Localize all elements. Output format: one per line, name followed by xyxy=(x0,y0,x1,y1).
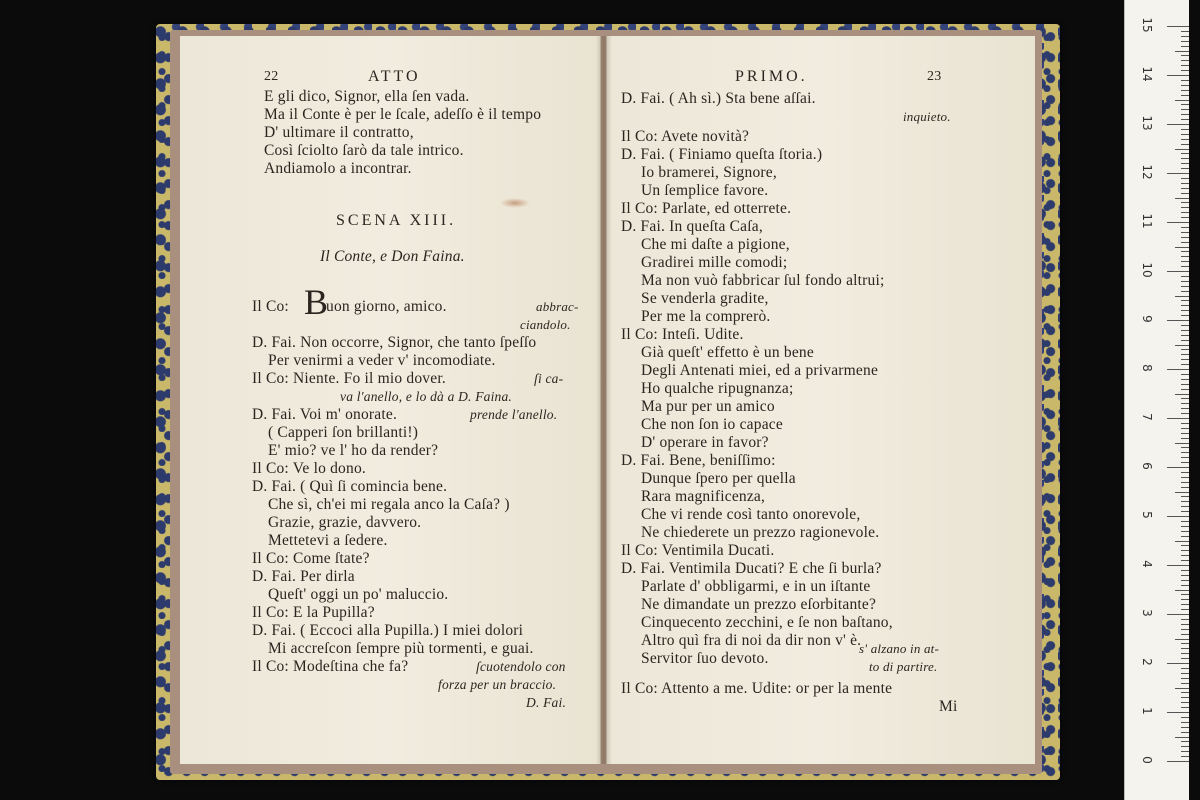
right-line: D' operare in favor? xyxy=(641,434,769,451)
ruler-tick xyxy=(1181,291,1189,292)
ruler-tick xyxy=(1181,212,1189,213)
left-stage-direction: ſcuotendolo con xyxy=(476,659,566,674)
ruler-tick xyxy=(1167,467,1189,468)
ruler-tick xyxy=(1167,516,1189,517)
ruler-tick xyxy=(1167,271,1189,272)
ruler-label: 3 xyxy=(1140,609,1154,617)
ruler-tick xyxy=(1181,403,1189,404)
right-line: Degli Antenati miei, ed a privarmene xyxy=(641,362,879,379)
ruler-tick xyxy=(1181,477,1189,478)
right-line: Il Co: Ventimila Ducati. xyxy=(621,542,775,559)
right-line: Cinquecento zecchini, e ſe non baſtano, xyxy=(641,614,893,631)
ruler-tick xyxy=(1181,237,1189,238)
right-page-number: 23 xyxy=(927,69,942,84)
ruler-tick xyxy=(1181,452,1189,453)
ruler-tick xyxy=(1181,168,1189,169)
ruler-tick xyxy=(1181,423,1189,424)
ruler-label: 4 xyxy=(1140,560,1154,568)
ruler-tick xyxy=(1181,570,1189,571)
left-stage-direction: prende l'anello. xyxy=(470,407,558,422)
left-line: Così ſciolto ſarò da tale intrico. xyxy=(264,142,464,159)
ruler-tick xyxy=(1175,688,1189,689)
ruler-tick xyxy=(1167,75,1189,76)
ruler-label: 13 xyxy=(1140,115,1154,131)
left-first-line: uon giorno, amico. xyxy=(326,298,447,315)
right-line: Per me la comprerò. xyxy=(641,308,771,325)
left-line: Ma il Conte è per le ſcale, adeſſo è il tempo xyxy=(264,106,542,123)
ruler-tick xyxy=(1181,433,1189,434)
ruler-tick xyxy=(1181,457,1189,458)
ruler-tick xyxy=(1181,104,1189,105)
ruler-tick xyxy=(1181,408,1189,409)
ruler-tick xyxy=(1181,648,1189,649)
ruler-tick xyxy=(1181,482,1189,483)
ruler-tick xyxy=(1181,242,1189,243)
ruler-tick xyxy=(1181,702,1189,703)
right-line: Ho qualche ripugnanza; xyxy=(641,380,794,397)
ruler-tick xyxy=(1181,594,1189,595)
left-running-head: ATTO xyxy=(368,68,421,85)
ruler-tick xyxy=(1175,639,1189,640)
ruler-tick xyxy=(1181,134,1189,135)
ruler-tick xyxy=(1181,619,1189,620)
ruler-tick xyxy=(1175,541,1189,542)
left-dialogue-line: Il Co: E la Pupilla? xyxy=(252,604,375,621)
ruler-tick xyxy=(1181,521,1189,522)
ruler-tick xyxy=(1181,90,1189,91)
ruler-tick xyxy=(1181,717,1189,718)
ruler-label: 7 xyxy=(1140,413,1154,421)
ruler-tick xyxy=(1181,746,1189,747)
ruler-tick xyxy=(1181,119,1189,120)
ruler-tick xyxy=(1181,217,1189,218)
ruler-tick xyxy=(1181,472,1189,473)
ruler-tick xyxy=(1181,266,1189,267)
left-dialogue-line: Mi accreſcon ſempre più tormenti, e guai. xyxy=(268,640,534,657)
right-line: Ma pur per un amico xyxy=(641,398,775,415)
ruler-tick xyxy=(1181,555,1189,556)
ruler-tick xyxy=(1181,501,1189,502)
left-stage-direction: va l'anello, e lo dà a D. Faina. xyxy=(340,389,513,404)
ruler-tick xyxy=(1181,85,1189,86)
ruler-tick xyxy=(1181,41,1189,42)
ruler-tick xyxy=(1181,305,1189,306)
left-stage-direction: abbrac- xyxy=(536,299,579,314)
ruler-tick xyxy=(1181,511,1189,512)
left-dialogue-line: Grazie, grazie, davvero. xyxy=(268,514,422,531)
ruler-tick xyxy=(1181,575,1189,576)
ruler-tick xyxy=(1181,624,1189,625)
ruler-tick xyxy=(1175,149,1189,150)
left-page xyxy=(180,36,601,764)
ruler-tick xyxy=(1181,129,1189,130)
ruler-tick xyxy=(1181,447,1189,448)
ruler-label: 9 xyxy=(1140,315,1154,323)
ruler-tick xyxy=(1181,550,1189,551)
right-line: Il Co: Avete novità? xyxy=(621,128,750,145)
ruler-tick xyxy=(1181,629,1189,630)
left-stage-direction: ciandolo. xyxy=(520,317,571,332)
ruler-tick xyxy=(1181,722,1189,723)
right-line: Il Co: Inteſi. Udite. xyxy=(621,326,744,343)
ruler-tick xyxy=(1181,256,1189,257)
ruler-tick xyxy=(1181,36,1189,37)
ruler-tick xyxy=(1167,761,1189,762)
left-line: E gli dico, Signor, ella ſen vada. xyxy=(264,88,470,105)
ruler-label: 8 xyxy=(1140,364,1154,372)
ruler-label: 2 xyxy=(1140,658,1154,666)
ruler-tick xyxy=(1181,374,1189,375)
ruler-tick xyxy=(1167,663,1189,664)
right-line: Ma non vuò fabbricar ſul fondo altrui; xyxy=(641,272,885,289)
ruler-tick xyxy=(1181,379,1189,380)
ruler-tick xyxy=(1181,438,1189,439)
ruler-tick xyxy=(1181,673,1189,674)
left-dialogue-line: D. Fai. Per dirla xyxy=(252,568,355,585)
left-dialogue-line: Per venirmi a veder v' incomodiate. xyxy=(268,352,496,369)
ruler-tick xyxy=(1167,320,1189,321)
ruler-tick xyxy=(1181,276,1189,277)
ruler-label: 11 xyxy=(1140,213,1154,229)
ruler-tick xyxy=(1181,398,1189,399)
right-line: D. Fai. Ventimila Ducati? E che ſi burla? xyxy=(621,560,882,577)
right-line: D. Fai. In queſta Caſa, xyxy=(621,218,763,235)
left-dialogue-line: ( Capperi ſon brillanti!) xyxy=(268,424,419,441)
ruler-tick xyxy=(1181,580,1189,581)
ruler-tick xyxy=(1181,232,1189,233)
ruler-tick xyxy=(1181,741,1189,742)
right-line: Parlate d' obbligarmi, e in un iſtante xyxy=(641,578,871,595)
ruler-tick xyxy=(1181,227,1189,228)
scale-ruler xyxy=(1124,0,1189,800)
ruler-tick xyxy=(1181,261,1189,262)
right-line: Altro quì fra di noi da dir non v' è. xyxy=(641,632,862,649)
ruler-tick xyxy=(1181,678,1189,679)
right-line: D. Fai. ( Ah sì.) Sta bene aſſai. xyxy=(621,90,816,107)
left-dialogue-line: Mettetevi a ſedere. xyxy=(268,532,388,549)
ruler-tick xyxy=(1181,531,1189,532)
ruler-tick xyxy=(1181,109,1189,110)
right-stage-direction: to di partire. xyxy=(869,659,938,674)
ruler-tick xyxy=(1181,158,1189,159)
ruler-tick xyxy=(1181,144,1189,145)
ruler-label: 15 xyxy=(1140,17,1154,33)
ruler-tick xyxy=(1181,751,1189,752)
ruler-tick xyxy=(1181,335,1189,336)
ruler-tick xyxy=(1181,286,1189,287)
ruler-tick xyxy=(1181,251,1189,252)
ruler-tick xyxy=(1175,247,1189,248)
right-line: Io bramerei, Signore, xyxy=(641,164,777,181)
ruler-tick xyxy=(1175,443,1189,444)
ruler-tick xyxy=(1181,70,1189,71)
ruler-tick xyxy=(1181,707,1189,708)
right-line: Gradirei mille comodi; xyxy=(641,254,788,271)
right-line: Un ſemplice favore. xyxy=(641,182,769,199)
ruler-tick xyxy=(1167,614,1189,615)
ruler-tick xyxy=(1181,727,1189,728)
right-line: Che non ſon io capace xyxy=(641,416,783,433)
scene-characters: Il Conte, e Don Faina. xyxy=(320,248,465,265)
ruler-tick xyxy=(1181,756,1189,757)
ruler-tick xyxy=(1181,310,1189,311)
left-line: Andiamolo a incontrar. xyxy=(264,160,412,177)
ruler-tick xyxy=(1175,296,1189,297)
ruler-tick xyxy=(1181,46,1189,47)
ruler-tick xyxy=(1181,55,1189,56)
left-stage-direction: forza per un braccio. xyxy=(438,677,557,692)
right-line: Se venderla gradite, xyxy=(641,290,769,307)
left-dialogue-line: D. Fai. ( Quì ſi comincia bene. xyxy=(252,478,448,495)
ruler-label: 1 xyxy=(1140,707,1154,715)
ruler-tick xyxy=(1181,325,1189,326)
ruler-tick xyxy=(1181,354,1189,355)
right-stage-direction: inquieto. xyxy=(903,109,951,124)
ruler-tick xyxy=(1181,178,1189,179)
ruler-tick xyxy=(1181,526,1189,527)
ruler-tick xyxy=(1175,394,1189,395)
ruler-tick xyxy=(1181,65,1189,66)
ruler-tick xyxy=(1181,609,1189,610)
right-line: Servitor ſuo devoto. xyxy=(641,650,769,667)
ruler-tick xyxy=(1181,188,1189,189)
ruler-tick xyxy=(1181,315,1189,316)
right-stage-direction: s' alzano in at- xyxy=(859,641,940,656)
left-first-speaker: Il Co: xyxy=(252,298,289,315)
ruler-tick xyxy=(1181,95,1189,96)
ruler-tick xyxy=(1181,193,1189,194)
ruler-tick xyxy=(1181,207,1189,208)
ruler-tick xyxy=(1181,496,1189,497)
right-line: Che mi daſte a pigione, xyxy=(641,236,790,253)
left-dialogue-line: Il Co: Come ſtate? xyxy=(252,550,370,567)
ruler-tick xyxy=(1181,413,1189,414)
right-line: D. Fai. Bene, beniſſimo: xyxy=(621,452,776,469)
scene-title: SCENA XIII. xyxy=(336,212,457,229)
ruler-tick xyxy=(1181,163,1189,164)
ruler-label: 10 xyxy=(1140,262,1154,278)
ruler-label: 6 xyxy=(1140,462,1154,470)
left-dialogue-line: Il Co: Modeſtina che fa? xyxy=(252,658,409,675)
ruler-tick xyxy=(1175,737,1189,738)
ruler-tick xyxy=(1181,487,1189,488)
left-stage-direction: ſi ca- xyxy=(534,371,564,386)
ruler-tick xyxy=(1175,198,1189,199)
ruler-label: 5 xyxy=(1140,511,1154,519)
ruler-tick xyxy=(1181,668,1189,669)
ruler-tick xyxy=(1175,100,1189,101)
ruler-tick xyxy=(1181,692,1189,693)
ruler-tick xyxy=(1181,359,1189,360)
ruler-tick xyxy=(1181,31,1189,32)
dropcap-letter: B xyxy=(304,282,329,322)
right-running-head: PRIMO. xyxy=(735,68,808,85)
ruler-tick xyxy=(1181,349,1189,350)
ruler-tick xyxy=(1167,124,1189,125)
left-dialogue-line: E' mio? ve l' ho da render? xyxy=(268,442,439,459)
ruler-tick xyxy=(1181,281,1189,282)
ruler-tick xyxy=(1181,536,1189,537)
left-dialogue-line: Il Co: Ve lo dono. xyxy=(252,460,366,477)
right-line: Ne chiederete un prezzo ragionevole. xyxy=(641,524,880,541)
ruler-tick xyxy=(1175,590,1189,591)
ruler-tick xyxy=(1167,418,1189,419)
right-line: Che vi rende così tanto onorevole, xyxy=(641,506,861,523)
ruler-tick xyxy=(1181,202,1189,203)
left-dialogue-line: Che sì, ch'ei mi regala anco la Caſa? ) xyxy=(268,496,510,513)
ruler-tick xyxy=(1181,364,1189,365)
ruler-tick xyxy=(1181,330,1189,331)
ruler-tick xyxy=(1181,506,1189,507)
ruler-tick xyxy=(1181,653,1189,654)
right-line: D. Fai. ( Finiamo queſta ſtoria.) xyxy=(621,146,823,163)
ruler-tick xyxy=(1181,658,1189,659)
ruler-tick xyxy=(1181,114,1189,115)
right-line: Già queſt' effetto è un bene xyxy=(641,344,814,361)
ruler-tick xyxy=(1181,60,1189,61)
ruler-label: 12 xyxy=(1140,164,1154,180)
left-line: D' ultimare il contratto, xyxy=(264,124,414,141)
right-line: Il Co: Parlate, ed otterrete. xyxy=(621,200,792,217)
right-line: Dunque ſpero per quella xyxy=(641,470,796,487)
ruler-tick xyxy=(1167,26,1189,27)
ruler-tick xyxy=(1181,153,1189,154)
right-line: Il Co: Attento a me. Udite: or per la mente xyxy=(621,680,893,697)
ruler-tick xyxy=(1175,51,1189,52)
ruler-tick xyxy=(1181,643,1189,644)
left-dialogue-line: D. Fai. ( Eccoci alla Pupilla.) I miei dolori xyxy=(252,622,524,639)
ruler-tick xyxy=(1181,585,1189,586)
ruler-tick xyxy=(1181,462,1189,463)
ruler-tick xyxy=(1181,683,1189,684)
ruler-tick xyxy=(1181,340,1189,341)
left-dialogue-line: D. Fai. Non occorre, Signor, che tanto ſpeſſo xyxy=(252,334,537,351)
ruler-tick xyxy=(1181,139,1189,140)
ruler-tick xyxy=(1181,697,1189,698)
ruler-tick xyxy=(1181,634,1189,635)
ruler-tick xyxy=(1181,300,1189,301)
left-dialogue-line: D. Fai. Voi m' onorate. xyxy=(252,406,398,423)
ruler-tick xyxy=(1181,384,1189,385)
ruler-tick xyxy=(1167,173,1189,174)
ruler-tick xyxy=(1181,545,1189,546)
ruler-tick xyxy=(1181,604,1189,605)
ruler-label: 14 xyxy=(1140,66,1154,82)
ruler-tick xyxy=(1181,428,1189,429)
book-gutter xyxy=(596,36,612,764)
ruler-tick xyxy=(1181,560,1189,561)
right-line: Ne dimandate un prezzo eſorbitante? xyxy=(641,596,877,613)
paper-stain xyxy=(500,198,530,208)
right-catchword: Mi xyxy=(939,698,958,715)
left-dialogue-line: Queſt' oggi un po' maluccio. xyxy=(268,586,449,603)
ruler-tick xyxy=(1167,369,1189,370)
ruler-tick xyxy=(1181,599,1189,600)
left-page-number: 22 xyxy=(264,69,279,84)
ruler-tick xyxy=(1181,389,1189,390)
ruler-tick xyxy=(1167,565,1189,566)
ruler-tick xyxy=(1175,345,1189,346)
left-catchword: D. Fai. xyxy=(526,695,567,710)
ruler-tick xyxy=(1175,492,1189,493)
ruler-label: 0 xyxy=(1140,756,1154,764)
right-line: Rara magnificenza, xyxy=(641,488,766,505)
ruler-tick xyxy=(1167,222,1189,223)
ruler-tick xyxy=(1181,183,1189,184)
left-dialogue-line: Il Co: Niente. Fo il mio dover. xyxy=(252,370,446,387)
ruler-tick xyxy=(1181,80,1189,81)
ruler-tick xyxy=(1167,712,1189,713)
right-page xyxy=(606,36,1035,764)
ruler-tick xyxy=(1181,732,1189,733)
